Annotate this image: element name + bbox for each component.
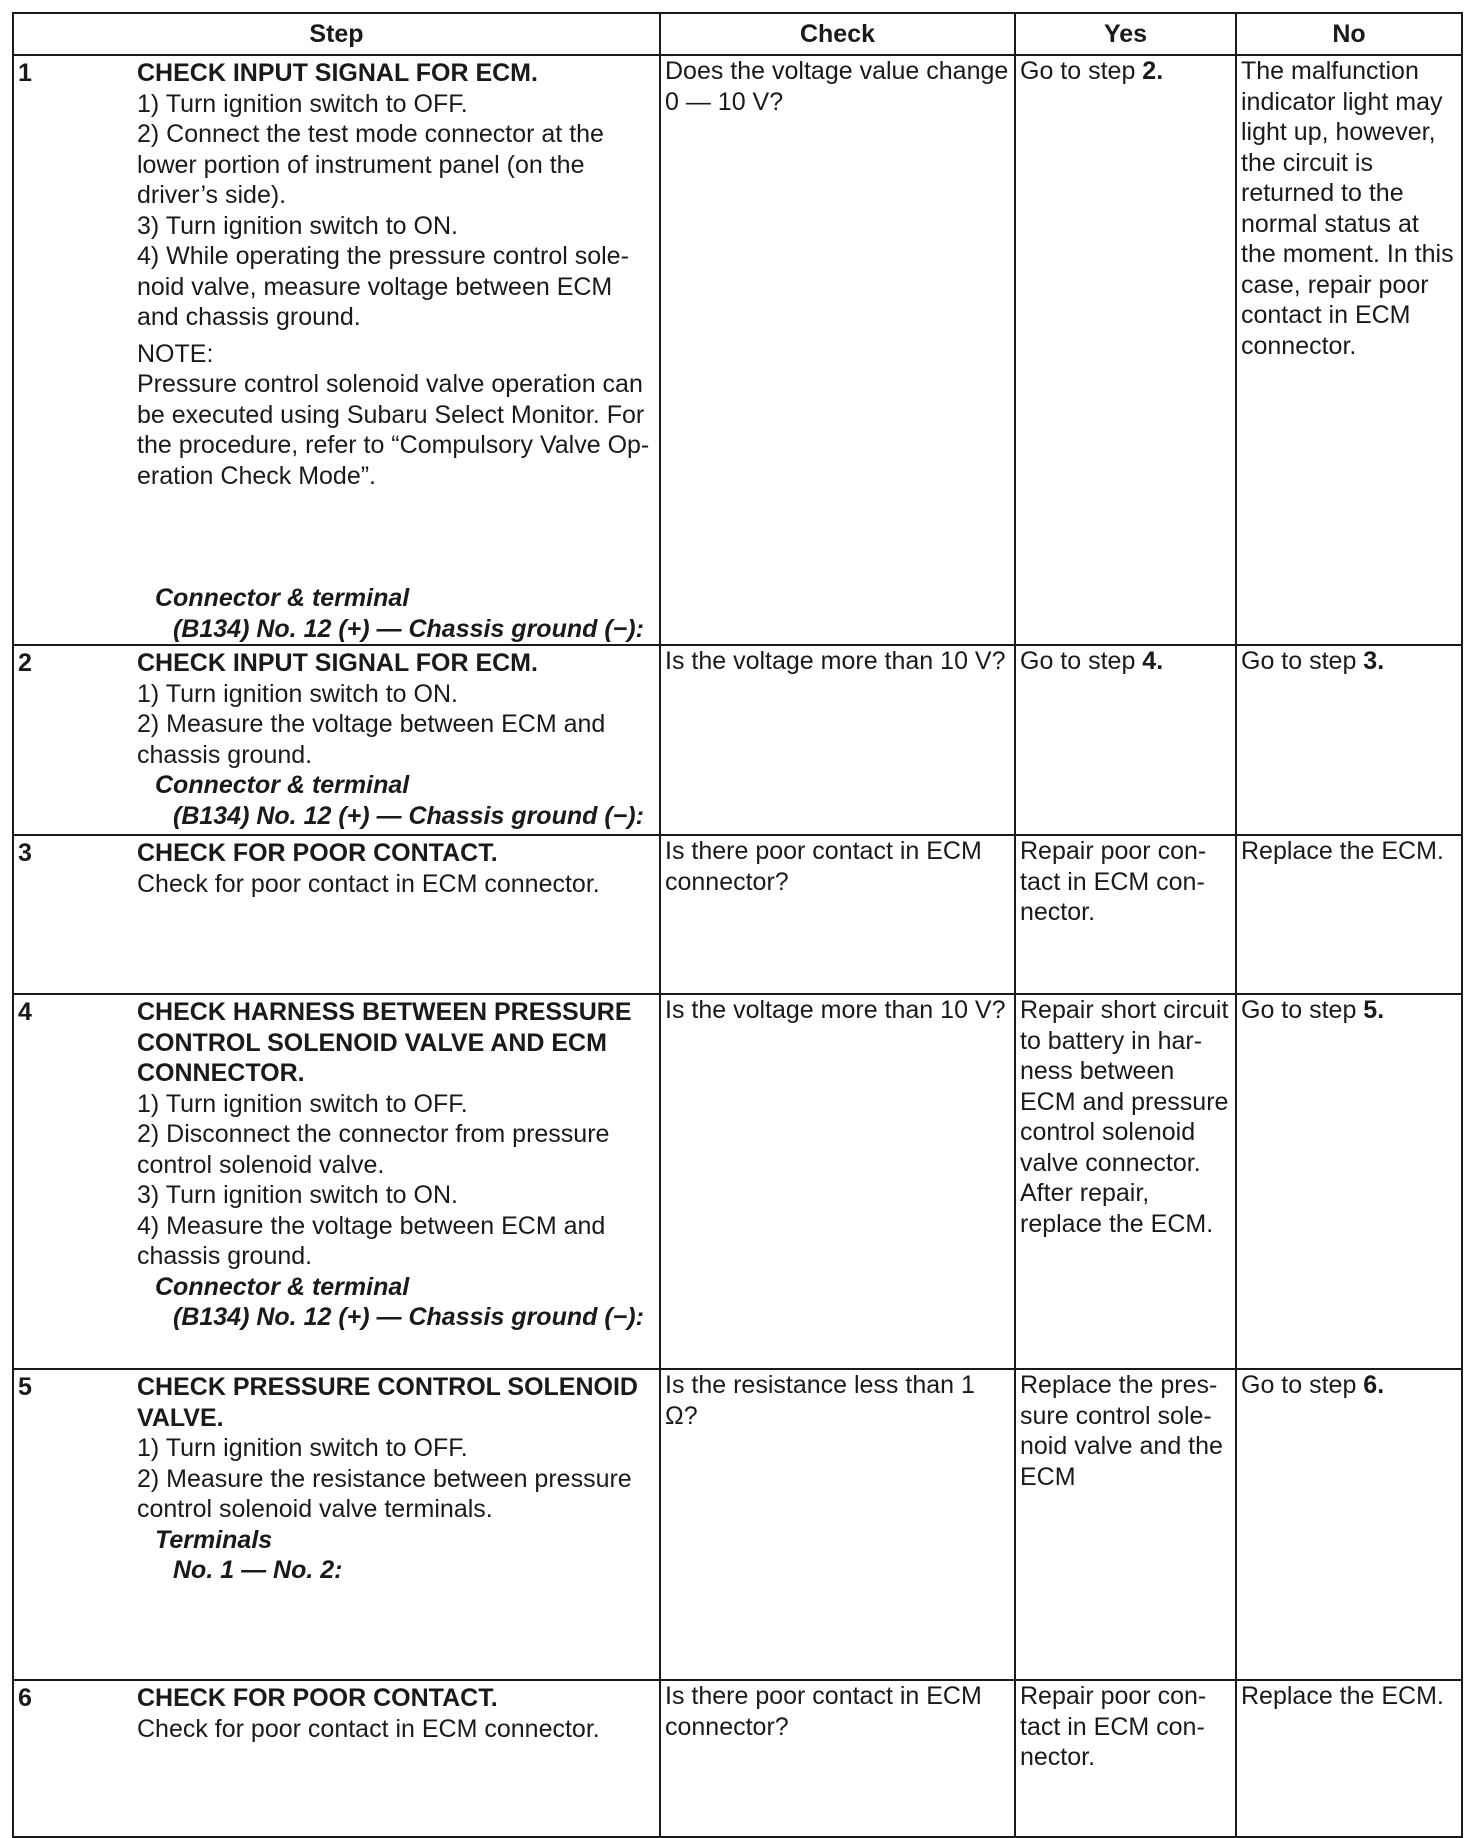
table-row xyxy=(13,1369,1462,1680)
step-instruction: 1) Turn ignition switch to OFF. xyxy=(137,89,468,118)
yes-cell xyxy=(1015,1369,1236,1680)
step-title: CHECK HARNESS BETWEEN PRESSURE CONTROL SOLENOID VALVE AND ECM CONNECTOR. xyxy=(137,998,632,1087)
check-cell: Is the voltage more than 10 V? xyxy=(660,994,1015,1369)
table-row xyxy=(13,645,1462,835)
no-step-ref: 6. xyxy=(1363,1371,1385,1399)
no-step-ref: 5. xyxy=(1363,996,1385,1024)
step-cell xyxy=(13,1680,660,1837)
note-text: Pressure control solenoid valve operation can be executed using Subaru Select Monitor. For the procedure, refer to “Compulsory Valve Op-eration Check Mode”. xyxy=(137,370,650,490)
no-text: Go to step xyxy=(1241,647,1364,675)
yes-cell xyxy=(1015,994,1236,1369)
step-number: 6 xyxy=(18,1684,32,1712)
step-title: CHECK FOR POOR CONTACT. xyxy=(137,1684,498,1712)
spec-heading: Connector & terminal xyxy=(155,771,410,799)
no-text: Replace the ECM. xyxy=(1241,837,1444,865)
yes-text: Go to step xyxy=(1020,57,1143,85)
spec-heading: Connector & terminal xyxy=(155,584,410,612)
check-cell: Does the voltage value change 0 — 10 V? xyxy=(660,55,1015,645)
step-cell xyxy=(13,835,660,994)
yes-text: Repair poor con-tact in ECM con-nector. xyxy=(1020,837,1207,926)
yes-text: Replace the pres-sure control sole-noid valve and the ECM xyxy=(1020,1371,1223,1491)
step-instruction: 2) Measure the resistance between pressure control solenoid valve terminals. xyxy=(137,1464,632,1523)
check-cell: Is the voltage more than 10 V? xyxy=(660,645,1015,835)
step-instruction: 3) Turn ignition switch to ON. xyxy=(137,211,458,240)
spec-value: No. 1 — No. 2: xyxy=(173,1556,343,1584)
step-instruction: 1) Turn ignition switch to ON. xyxy=(137,679,458,708)
yes-step-ref: 4. xyxy=(1142,647,1164,675)
diagnostic-table xyxy=(12,12,1463,1838)
step-title: CHECK INPUT SIGNAL FOR ECM. xyxy=(137,649,538,677)
no-cell xyxy=(1236,645,1462,835)
step-cell xyxy=(13,645,660,835)
yes-cell xyxy=(1015,55,1236,645)
step-instruction: 2) Disconnect the connector from pressure control solenoid valve. xyxy=(137,1120,610,1179)
step-instruction: 2) Connect the test mode connector at the lower portion of instrument panel (on the driver’s side). xyxy=(137,120,604,209)
step-instruction: Check for poor contact in ECM connector. xyxy=(137,869,600,898)
spec-value: (B134) No. 12 (+) — Chassis ground (−): xyxy=(173,614,644,643)
no-text: The malfunction indicator light may light up, however, the circuit is returned to the normal status at the moment. In this case, repair poor contact in ECM connector. xyxy=(1241,57,1454,360)
no-text: Go to step xyxy=(1241,1371,1364,1399)
header-no: No xyxy=(1236,13,1462,55)
no-cell xyxy=(1236,835,1462,994)
step-number: 1 xyxy=(18,59,32,87)
check-cell: Is the resistance less than 1 Ω? xyxy=(660,1369,1015,1680)
note-label: NOTE: xyxy=(137,339,214,368)
header-step: Step xyxy=(13,13,660,55)
yes-cell xyxy=(1015,645,1236,835)
step-instruction: 4) Measure the voltage between ECM and chassis ground. xyxy=(137,1211,606,1270)
yes-step-ref: 2. xyxy=(1142,57,1164,85)
yes-text: Go to step xyxy=(1020,647,1143,675)
no-cell xyxy=(1236,1369,1462,1680)
yes-cell xyxy=(1015,1680,1236,1837)
spec-heading: Terminals xyxy=(155,1525,273,1554)
spec-heading: Connector & terminal xyxy=(155,1272,410,1301)
header-row xyxy=(13,13,1462,55)
header-yes: Yes xyxy=(1015,13,1236,55)
table-row xyxy=(13,835,1462,994)
no-text: Replace the ECM. xyxy=(1241,1682,1444,1710)
step-title: CHECK INPUT SIGNAL FOR ECM. xyxy=(137,59,538,87)
step-cell xyxy=(13,55,660,645)
no-cell xyxy=(1236,994,1462,1369)
table-row xyxy=(13,994,1462,1369)
step-number: 3 xyxy=(18,839,32,867)
yes-text: Repair poor con-tact in ECM con-nector. xyxy=(1020,1682,1207,1771)
no-cell xyxy=(1236,1680,1462,1837)
step-number: 4 xyxy=(18,998,32,1026)
step-instruction: 4) While operating the pressure control sole-noid valve, measure voltage between ECM and chassis ground. xyxy=(137,242,629,331)
step-number: 2 xyxy=(18,649,32,677)
step-cell xyxy=(13,994,660,1369)
table-row xyxy=(13,1680,1462,1837)
no-cell xyxy=(1236,55,1462,645)
no-text: Go to step xyxy=(1241,996,1364,1024)
spec-value: (B134) No. 12 (+) — Chassis ground (−): xyxy=(173,801,644,830)
step-instruction: 1) Turn ignition switch to OFF. xyxy=(137,1089,468,1118)
step-instruction: 1) Turn ignition switch to OFF. xyxy=(137,1434,468,1462)
header-check: Check xyxy=(660,13,1015,55)
step-cell xyxy=(13,1369,660,1680)
check-cell: Is there poor contact in ECM connector? xyxy=(660,1680,1015,1837)
table-row xyxy=(13,55,1462,645)
spec-value: (B134) No. 12 (+) — Chassis ground (−): xyxy=(173,1303,644,1331)
step-instruction: 2) Measure the voltage between ECM and chassis ground. xyxy=(137,710,606,769)
step-title: CHECK FOR POOR CONTACT. xyxy=(137,839,498,867)
yes-cell xyxy=(1015,835,1236,994)
no-step-ref: 3. xyxy=(1363,647,1385,675)
yes-text: Repair short circuit to battery in har-ness between ECM and pressure control solenoid valve connector. After repair, replace the ECM. xyxy=(1020,996,1229,1238)
step-number: 5 xyxy=(18,1373,32,1401)
step-instruction: 3) Turn ignition switch to ON. xyxy=(137,1181,458,1209)
step-instruction: Check for poor contact in ECM connector. xyxy=(137,1714,600,1743)
check-cell: Is there poor contact in ECM connector? xyxy=(660,835,1015,994)
step-title: CHECK PRESSURE CONTROL SOLENOID VALVE. xyxy=(137,1373,638,1432)
